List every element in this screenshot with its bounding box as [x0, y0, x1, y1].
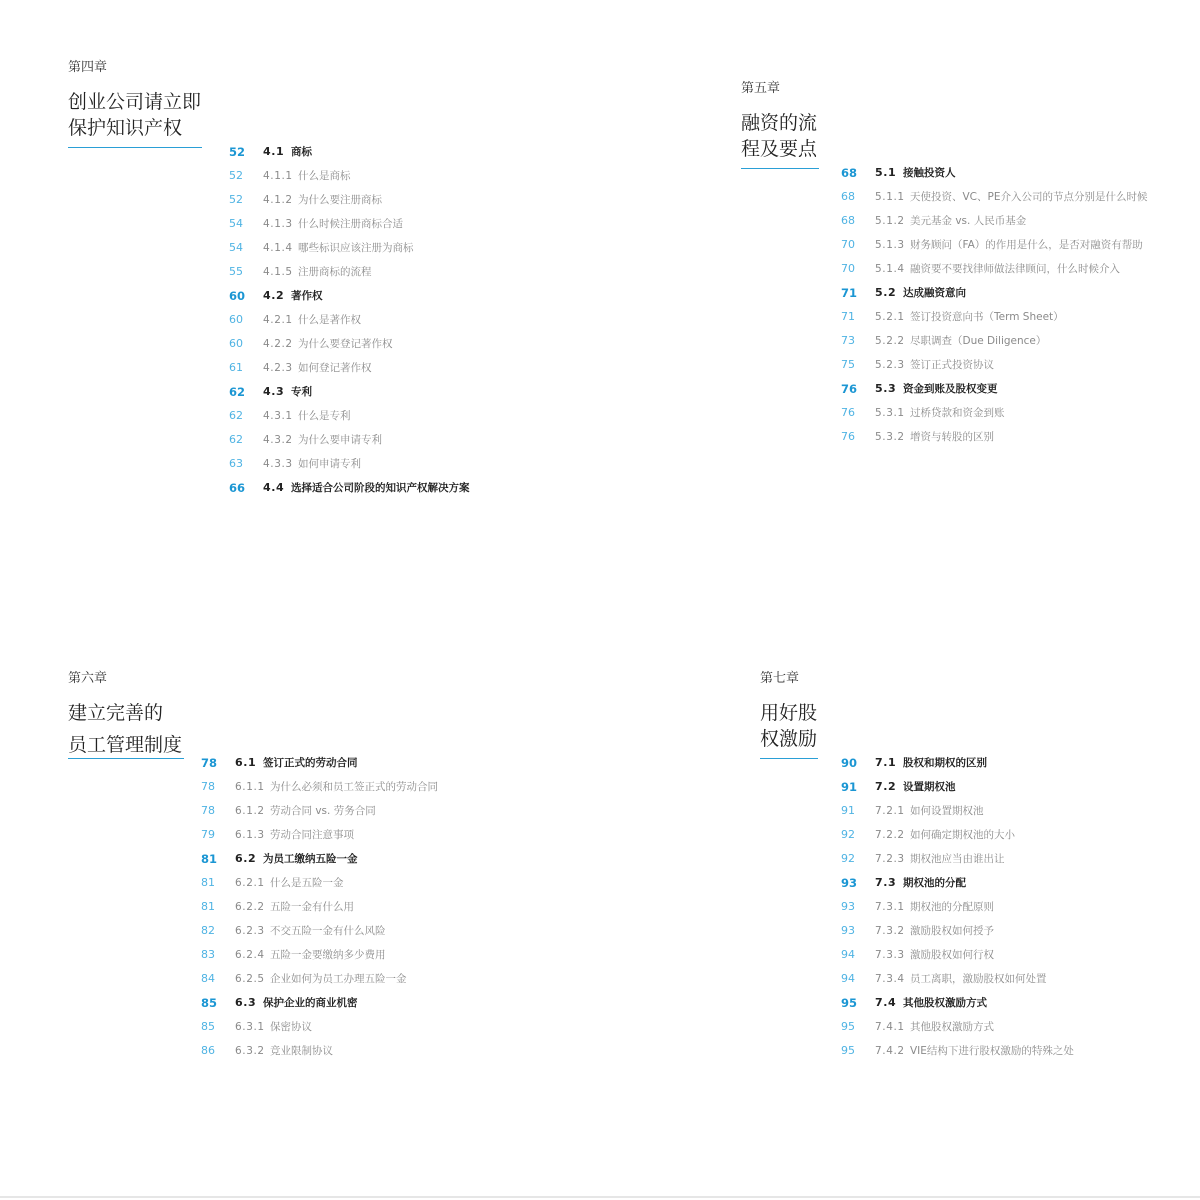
toc-page-number: 63 [229, 457, 243, 470]
toc-entry-title: 不交五险一金有什么风险 [270, 925, 386, 937]
toc-page-number: 78 [201, 780, 215, 793]
title-underline [741, 168, 819, 169]
toc-page-number: 62 [229, 385, 246, 399]
toc-section-number: 4.2 [263, 289, 285, 302]
chapter-title-line-1: 融资的流 [741, 112, 818, 134]
title-underline [760, 758, 818, 759]
toc-page-number: 81 [201, 900, 215, 913]
toc-entry-title: 什么是著作权 [298, 314, 361, 326]
toc-page-number: 54 [229, 241, 243, 254]
toc-page-number: 85 [201, 996, 218, 1010]
toc-section-number: 4.1.4 [263, 242, 293, 254]
title-underline [68, 147, 202, 148]
toc-page-number: 78 [201, 804, 215, 817]
toc-entry-title: 如何设置期权池 [910, 805, 984, 817]
toc-page-number: 95 [841, 1044, 855, 1057]
chapter-label: 第四章 [68, 60, 108, 75]
toc-entry-title: 期权池应当由谁出让 [910, 853, 1005, 865]
toc-entry-title: 选择适合公司阶段的知识产权解决方案 [291, 482, 470, 494]
toc-entry-title: 美元基金 vs. 人民币基金 [910, 215, 1027, 227]
chapter-label: 第六章 [68, 671, 108, 686]
chapter-label: 第七章 [760, 671, 800, 686]
toc-entry-title: 商标 [291, 146, 312, 158]
toc-section-number: 5.1.4 [875, 263, 905, 275]
toc-page-number: 62 [229, 409, 243, 422]
toc-section-number: 6.1 [235, 756, 257, 769]
toc-section-number: 4.2.2 [263, 338, 293, 350]
toc-section-number: 6.2.3 [235, 925, 265, 937]
toc-entry-title: 期权池的分配原则 [910, 901, 994, 913]
toc-page-number: 61 [229, 361, 243, 374]
toc-section-number: 5.1.3 [875, 239, 905, 251]
chapter-title-line-2: 程及要点 [741, 138, 818, 160]
toc-entry-title: 什么是商标 [298, 170, 351, 182]
toc-section-number: 6.3.2 [235, 1045, 265, 1057]
toc-page-number: 93 [841, 900, 855, 913]
toc-section-number: 7.3.4 [875, 973, 905, 985]
toc-section-number: 6.1.1 [235, 781, 265, 793]
toc-page-number: 68 [841, 214, 855, 227]
toc-page-number: 90 [841, 756, 858, 770]
toc-section-number: 7.2.2 [875, 829, 905, 841]
toc-section-number: 6.1.2 [235, 805, 265, 817]
toc-page-number: 66 [229, 481, 246, 495]
toc-page-number: 81 [201, 852, 218, 866]
toc-page-number: 52 [229, 145, 246, 159]
toc-entry-title: 签订投资意向书（Term Sheet） [910, 311, 1064, 323]
toc-entry-title: 竞业限制协议 [270, 1045, 333, 1057]
toc-page-number: 60 [229, 337, 243, 350]
toc-entry-title: 如何登记著作权 [298, 362, 372, 374]
toc-section-number: 4.2.1 [263, 314, 293, 326]
toc-section-number: 6.2.4 [235, 949, 265, 961]
toc-section-number: 5.1 [875, 166, 897, 179]
toc-section-number: 7.2.1 [875, 805, 905, 817]
toc-section-number: 4.3.2 [263, 434, 293, 446]
toc-entry-title: 什么是专利 [298, 410, 351, 422]
toc-page-number: 70 [841, 238, 855, 251]
toc-section-number: 5.3.1 [875, 407, 905, 419]
toc-page-number: 85 [201, 1020, 215, 1033]
chapter-title-line-1: 创业公司请立即 [68, 91, 202, 113]
toc-page-number: 93 [841, 876, 858, 890]
toc-page-number: 75 [841, 358, 855, 371]
toc-section-number: 4.1.3 [263, 218, 293, 230]
toc-entry-title: 为什么要申请专利 [298, 434, 382, 446]
toc-page-number: 55 [229, 265, 243, 278]
toc-entry-title: 达成融资意向 [903, 287, 966, 299]
toc-entry-title: 劳动合同 vs. 劳务合同 [270, 805, 376, 817]
toc-page-number: 94 [841, 948, 855, 961]
toc-entry-title: 如何确定期权池的大小 [910, 829, 1015, 841]
toc-entry-title: 员工离职，激励股权如何处置 [910, 973, 1047, 985]
toc-entry-title: 五险一金要缴纳多少费用 [270, 949, 386, 961]
toc-entry-title: 注册商标的流程 [298, 266, 372, 278]
toc-section-number: 7.4.2 [875, 1045, 905, 1057]
toc-page-number: 81 [201, 876, 215, 889]
toc-section-number: 7.3.1 [875, 901, 905, 913]
toc-section-number: 6.3 [235, 996, 257, 1009]
toc-page-number: 82 [201, 924, 215, 937]
toc-page-number: 68 [841, 190, 855, 203]
toc-page-number: 60 [229, 289, 246, 303]
toc-entry-title: 期权池的分配 [903, 877, 966, 889]
toc-entry-title: 资金到账及股权变更 [903, 383, 998, 395]
toc-page-number: 92 [841, 852, 855, 865]
toc-page-number: 52 [229, 169, 243, 182]
toc-entry-title: 签订正式投资协议 [910, 359, 994, 371]
toc-section-number: 6.2.2 [235, 901, 265, 913]
toc-entry-title: 为员工缴纳五险一金 [263, 853, 358, 865]
toc-section-number: 7.4 [875, 996, 897, 1009]
toc-page-number: 95 [841, 996, 858, 1010]
toc-section-number: 7.4.1 [875, 1021, 905, 1033]
page-bottom-border [0, 1196, 1200, 1198]
toc-entry-title: 企业如何为员工办理五险一金 [270, 973, 407, 985]
toc-section-number: 6.2.5 [235, 973, 265, 985]
toc-page-number: 78 [201, 756, 218, 770]
toc-entry-title: VIE结构下进行股权激励的特殊之处 [910, 1045, 1074, 1057]
toc-entry-title: 接触投资人 [903, 167, 956, 179]
toc-section-number: 6.2 [235, 852, 257, 865]
toc-page-number: 92 [841, 828, 855, 841]
toc-entry-title: 天使投资、VC、PE介入公司的节点分别是什么时候 [910, 191, 1148, 203]
toc-section-number: 4.3.3 [263, 458, 293, 470]
toc-page-number: 95 [841, 1020, 855, 1033]
toc-section-number: 7.1 [875, 756, 897, 769]
toc-section-number: 5.1.2 [875, 215, 905, 227]
toc-page-number: 79 [201, 828, 215, 841]
title-underline [68, 758, 184, 759]
toc-section-number: 6.3.1 [235, 1021, 265, 1033]
toc-section-number: 5.2.3 [875, 359, 905, 371]
toc-page-number: 83 [201, 948, 215, 961]
toc-section-number: 4.1.2 [263, 194, 293, 206]
toc-entry-title: 哪些标识应该注册为商标 [298, 242, 414, 254]
toc-entry-title: 保护企业的商业机密 [263, 997, 358, 1009]
chapter-title-line-1: 建立完善的 [68, 702, 164, 724]
toc-page-number: 71 [841, 310, 855, 323]
toc-page-number: 84 [201, 972, 215, 985]
toc-section-number: 4.3 [263, 385, 285, 398]
toc-section-number: 7.3 [875, 876, 897, 889]
toc-page-number: 68 [841, 166, 858, 180]
toc-entry-title: 什么是五险一金 [270, 877, 344, 889]
toc-entry-title: 其他股权激励方式 [910, 1021, 994, 1033]
toc-section-number: 5.2.2 [875, 335, 905, 347]
toc-page-number: 76 [841, 430, 855, 443]
toc-section-number: 4.1.1 [263, 170, 293, 182]
toc-page-number: 91 [841, 804, 855, 817]
toc-section-number: 7.2.3 [875, 853, 905, 865]
toc-entry-title: 财务顾问（FA）的作用是什么，是否对融资有帮助 [910, 239, 1143, 251]
toc-entry-title: 五险一金有什么用 [270, 901, 354, 913]
toc-entry-title: 融资要不要找律师做法律顾问，什么时候介入 [910, 263, 1120, 275]
toc-entry-title: 如何申请专利 [298, 458, 361, 470]
toc-section-number: 6.1.3 [235, 829, 265, 841]
toc-page-number: 93 [841, 924, 855, 937]
toc-entry-title: 劳动合同注意事项 [270, 829, 354, 841]
toc-page-number: 73 [841, 334, 855, 347]
toc-entry-title: 什么时候注册商标合适 [298, 218, 403, 230]
toc-section-number: 5.3.2 [875, 431, 905, 443]
toc-entry-title: 过桥贷款和资金到账 [910, 407, 1005, 419]
toc-entry-title: 著作权 [291, 290, 323, 302]
chapter-label: 第五章 [741, 81, 781, 96]
toc-page-number: 52 [229, 193, 243, 206]
toc-page-number: 60 [229, 313, 243, 326]
toc-section-number: 4.1 [263, 145, 285, 158]
toc-page-number: 54 [229, 217, 243, 230]
chapter-title-line-2: 保护知识产权 [68, 117, 183, 139]
toc-page-number: 76 [841, 382, 858, 396]
toc-entry-title: 为什么要登记著作权 [298, 338, 393, 350]
toc-section-number: 7.2 [875, 780, 897, 793]
chapter-title-line-2: 员工管理制度 [68, 734, 183, 756]
toc-section-number: 5.2.1 [875, 311, 905, 323]
toc-section-number: 6.2.1 [235, 877, 265, 889]
toc-entry-title: 签订正式的劳动合同 [263, 757, 358, 769]
toc-section-number: 4.4 [263, 481, 285, 494]
toc-section-number: 5.3 [875, 382, 897, 395]
toc-entry-title: 激励股权如何行权 [910, 949, 994, 961]
toc-page-number: 70 [841, 262, 855, 275]
toc-section-number: 5.2 [875, 286, 897, 299]
toc-entry-title: 设置期权池 [903, 781, 956, 793]
toc-entry-title: 激励股权如何授予 [910, 925, 994, 937]
toc-page-number: 71 [841, 286, 858, 300]
toc-page-number: 94 [841, 972, 855, 985]
toc-section-number: 4.2.3 [263, 362, 293, 374]
chapter-title-line-1: 用好股 [760, 702, 818, 724]
toc-entry-title: 增资与转股的区别 [910, 431, 994, 443]
toc-page-number: 62 [229, 433, 243, 446]
chapter-title-line-2: 权激励 [760, 728, 818, 750]
toc-entry-title: 股权和期权的区别 [903, 757, 987, 769]
toc-entry-title: 其他股权激励方式 [903, 997, 987, 1009]
toc-page-number: 86 [201, 1044, 215, 1057]
toc-section-number: 7.3.3 [875, 949, 905, 961]
toc-section-number: 7.3.2 [875, 925, 905, 937]
toc-page-number: 76 [841, 406, 855, 419]
toc-entry-title: 保密协议 [270, 1021, 312, 1033]
toc-entry-title: 为什么必须和员工签正式的劳动合同 [270, 781, 438, 793]
toc-entry-title: 尽职调查（Due Diligence） [910, 335, 1047, 347]
toc-page-number: 91 [841, 780, 858, 794]
toc-section-number: 4.3.1 [263, 410, 293, 422]
toc-entry-title: 专利 [291, 386, 312, 398]
toc-entry-title: 为什么要注册商标 [298, 194, 382, 206]
toc-section-number: 5.1.1 [875, 191, 905, 203]
toc-section-number: 4.1.5 [263, 266, 293, 278]
